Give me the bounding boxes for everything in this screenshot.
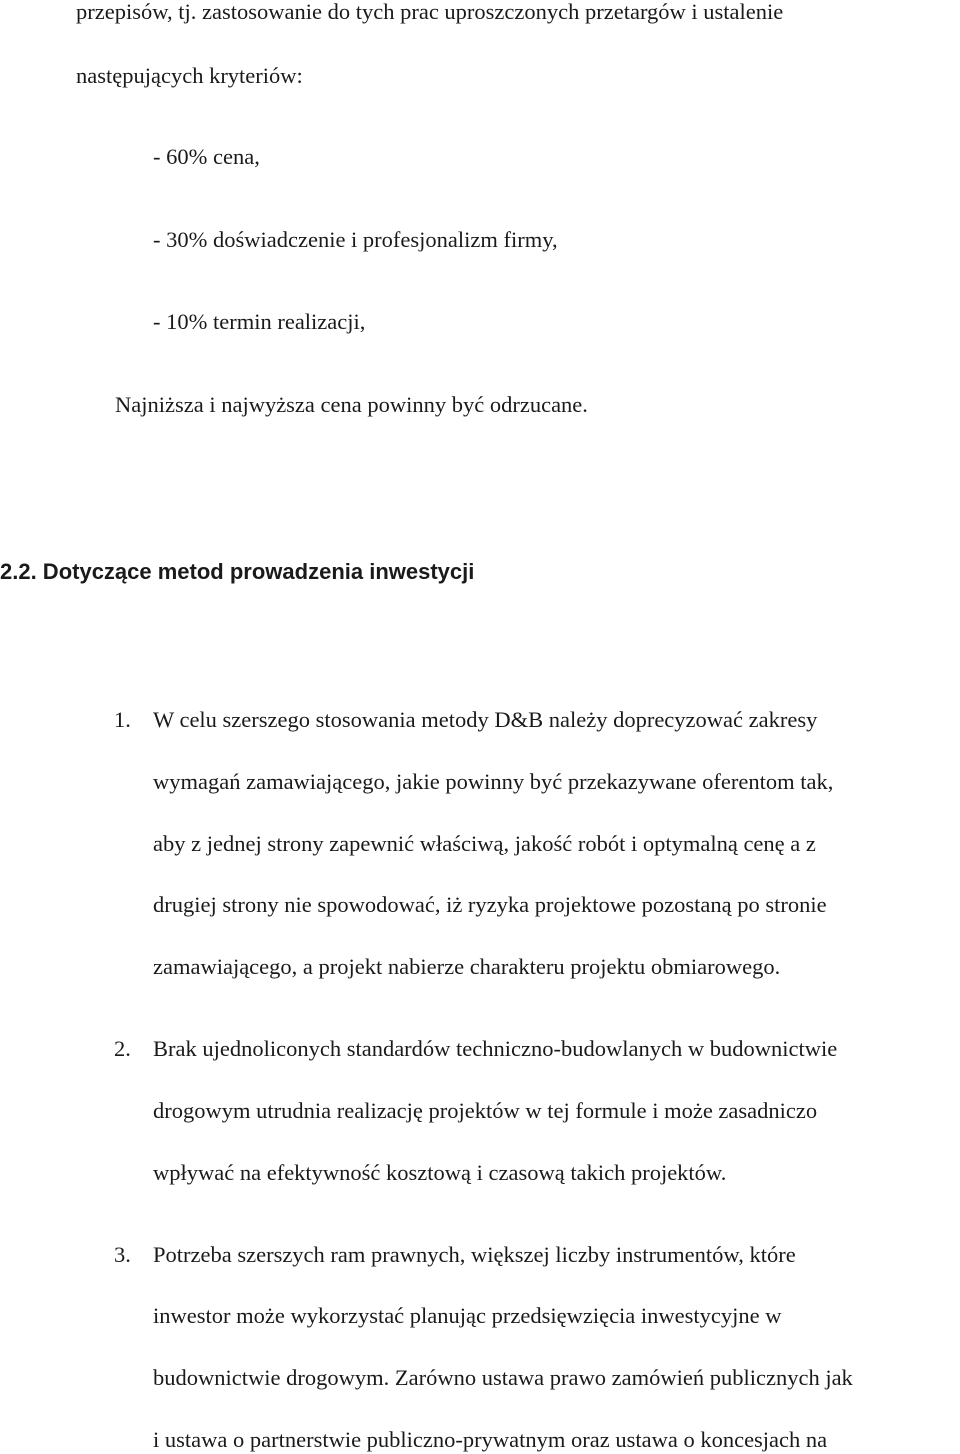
intro-line-1: przepisów, tj. zastosowanie do tych prac uproszczonych przetargów i ustalenie xyxy=(76,0,784,24)
criteria-item-price: - 60% cena, xyxy=(153,144,260,169)
criteria-item-experience: - 30% doświadczenie i profesjonalizm firmy, xyxy=(153,227,558,252)
price-note: Najniższa i najwyższa cena powinny być odrzucane. xyxy=(115,392,588,417)
item-3-number: 3. xyxy=(114,1242,131,1267)
item-2-line: drogowym utrudnia realizację projektów w tej formule i może zasadniczo xyxy=(153,1098,818,1123)
criteria-item-deadline: - 10% termin realizacji, xyxy=(153,309,366,334)
item-3-line: Potrzeba szerszych ram prawnych, większej liczby instrumentów, które xyxy=(153,1242,796,1267)
item-2-line: Brak ujednoliconych standardów techniczno-budowlanych w budownictwie xyxy=(153,1036,838,1061)
item-1-line: aby z jednej strony zapewnić właściwą, jakość robót i optymalną cenę a z xyxy=(153,831,816,856)
item-3-line: inwestor może wykorzystać planując przedsięwzięcia inwestycyjne w xyxy=(153,1303,782,1328)
item-1-line: zamawiającego, a projekt nabierze charakteru projektu obmiarowego. xyxy=(153,954,781,979)
item-3-line: budownictwie drogowym. Zarówno ustawa prawo zamówień publicznych jak xyxy=(153,1365,853,1390)
item-3-line: i ustawa o partnerstwie publiczno-prywatnym oraz ustawa o koncesjach na xyxy=(153,1427,828,1452)
item-2-number: 2. xyxy=(114,1036,131,1061)
section-heading: 2.2. Dotyczące metod prowadzenia inwestycji xyxy=(0,559,475,584)
item-1-line: W celu szerszego stosowania metody D&B należy doprecyzować zakresy xyxy=(153,707,818,732)
item-1-number: 1. xyxy=(114,707,131,732)
item-1-line: wymagań zamawiającego, jakie powinny być przekazywane oferentom tak, xyxy=(153,769,834,794)
item-1-line: drugiej strony nie spowodować, iż ryzyka projektowe pozostaną po stronie xyxy=(153,892,827,917)
item-2-line: wpływać na efektywność kosztową i czasową takich projektów. xyxy=(153,1160,727,1185)
intro-line-2: następujących kryteriów: xyxy=(76,63,303,88)
